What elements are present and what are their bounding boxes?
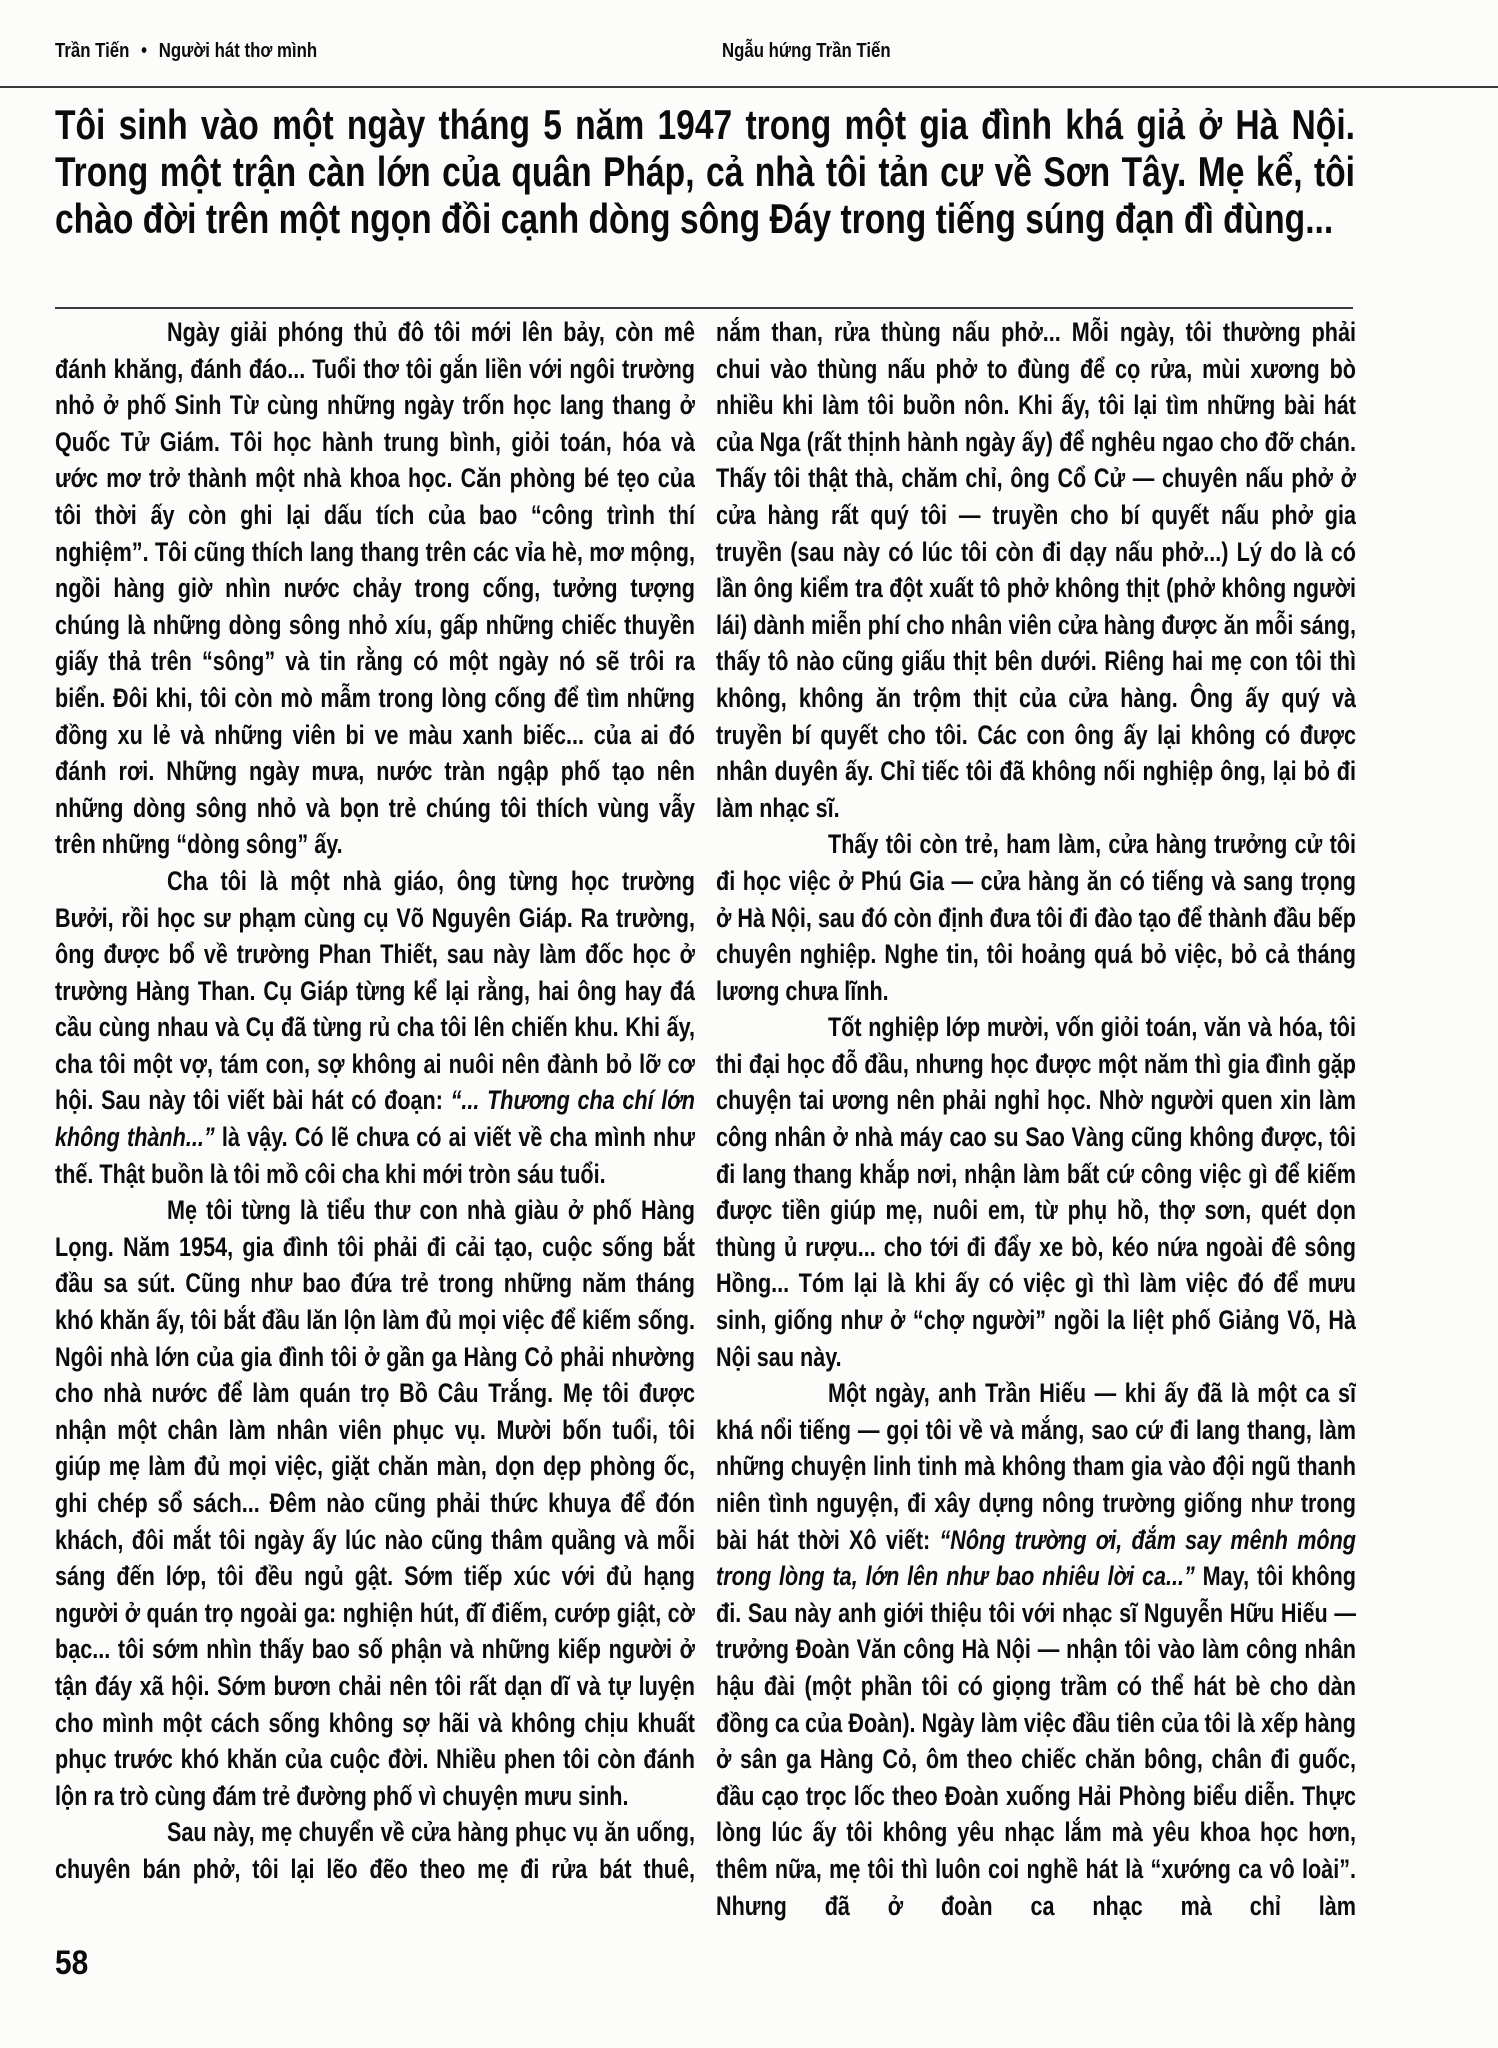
paragraph-text: Mẹ tôi từng là tiểu thư con nhà giàu ở phố Hàng Lọng. Năm 1954, gia đình tôi phải đi cải tạo, cuộc sống bắt đầu sa sút. Cũng như bao đứa trẻ trong những năm tháng khó khăn ấy, tôi bắt đầu lăn lộn làm đủ mọi việc để kiếm sống. Ngôi nhà lớn của gia đình tôi ở gần ga Hàng Cỏ phải nhường cho nhà nước để làm quán trọ Bồ Câu Trắng. Mẹ tôi được nhận một chân làm nhân viên phục vụ. Mười bốn tuổi, tôi giúp mẹ làm đủ mọi việc, giặt chăn màn, dọn dẹp phòng ốc, ghi chép sổ sách... Đêm nào cũng phải thức khuya để đón khách, đôi mắt tôi ngày ấy lúc nào cũng thâm quầng và mỗi sáng đến lớp, tôi đều ngủ gật. Sớm tiếp xúc với đủ hạng người ở quán trọ ngoài ga: nghiện hút, đĩ điếm, cướp giật, cờ bạc... tôi sớm nhìn thấy bao số phận và những kiếp người ở tận đáy xã hội. Sớm bươn chải nên tôi rất dạn dĩ và tự luyện cho mình một cách sống không sợ hãi và không chịu khuất phục trước khó khăn của cuộc đời. Nhiều phen tôi còn đánh lộn ra trò cùng đám trẻ đường phố vì chuyện mưu sinh. [55,1195,695,1811]
running-head-left [55,40,317,63]
paragraph-text: Cha tôi là một nhà giáo, ông từng học trường Bưởi, rồi học sư phạm cùng cụ Võ Nguyên Giáp. Ra trường, ông được bổ về trường Phan Thiết, sau này làm đốc học ở trường Hàng Than. Cụ Giáp từng kể lại rằng, hai ông hay đá cầu cùng nhau và Cụ đã từng rủ cha tôi lên chiến khu. Khi ấy, cha tôi một vợ, tám con, sợ không ai nuôi nên đành bỏ lỡ cơ hội. Sau này tôi viết bài hát có đoạn: [55,865,695,1116]
paragraph [55,1192,695,1814]
paragraph-text: Tốt nghiệp lớp mười, vốn giỏi toán, văn và hóa, tôi thi đại học đỗ đầu, nhưng học được một năm thì gia đình gặp chuyện tai ương nên phải nghỉ học. Nhờ người quen xin làm công nhân ở nhà máy cao su Sao Vàng cũng không được, tôi đi lang thang khắp nơi, nhận làm bất cứ công việc gì để kiếm được tiền giúp mẹ, nuôi em, từ phụ hồ, thợ sơn, quét dọn thùng ủ rượu... cho tới đi đẩy xe bò, kéo nứa ngoài đê sông Hồng... Tóm lại là khi ấy có việc gì thì làm việc đó để mưu sinh, giống như ở “chợ người” ngồi la liệt phố Giảng Võ, Hà Nội sau này. [716,1012,1356,1372]
left-column [55,314,695,1974]
deck-rule [55,307,1353,309]
lede-paragraph: Tôi sinh vào một ngày tháng 5 năm 1947 trong một gia đình khá giả ở Hà Nội. Trong một trận càn lớn của quân Pháp, cả nhà tôi tản cư về Sơn Tây. Mẹ kể, tôi chào đời trên một ngọn đồi cạnh dòng sông Đáy trong tiếng súng đạn đì đùng... [55,101,1355,242]
paragraph-text: Một ngày, anh Trần Hiếu — khi ấy đã là một ca sĩ khá nổi tiếng — gọi tôi về và mắng, sao cứ đi lang thang, làm những chuyện linh tinh mà không tham gia vào đội ngũ thanh niên tình nguyện, đi xây dựng nông trường giống như trong bài hát thời Xô viết: [716,1378,1356,1555]
paragraph [55,863,695,1192]
song-lyric-quote: “Nông trường ơi, đắm say mênh mông trong lòng ta, lớn lên như bao nhiêu lời ca...” [716,1524,1356,1592]
paragraph [716,1009,1356,1375]
paragraph-text: nắm than, rửa thùng nấu phở... Mỗi ngày, tôi thường phải chui vào thùng nấu phở to đùng để cọ rửa, mùi xương bò nhiều khi làm tôi buồn nôn. Khi ấy, tôi lại tìm những bài hát của Nga (rất thịnh hành ngày ấy) để nghêu ngao cho đỡ chán. Thấy tôi thật thà, chăm chỉ, ông Cổ Cử — chuyên nấu phở ở cửa hàng rất quý tôi — truyền cho bí quyết nấu phở gia truyền (sau này có lúc tôi còn đi dạy nấu phở...) Lý do là có lần ông kiểm tra đột xuất tô phở không thịt (phở không người lái) dành miễn phí cho nhân viên cửa hàng được ăn mỗi sáng, thấy tô nào cũng giấu thịt bên dưới. Riêng hai mẹ con tôi thì không, không ăn trộm thịt của cửa hàng. Ông ấy quý và truyền bí quyết cho tôi. Các con ông ấy lại không có được nhân duyên ấy. Chỉ tiếc tôi đã không nối nghiệp ông, lại bỏ đi làm nhạc sĩ. [716,317,1356,823]
paragraph [55,1814,695,1887]
paragraph-text: là vậy. Có lẽ chưa có ai viết về cha mình như thế. Thật buồn là tôi mồ côi cha khi mới tròn sáu tuổi. [55,1122,695,1189]
separator-dot: • [141,40,148,62]
author-name: Trần Tiến [55,40,130,62]
book-title: Người hát thơ mình [158,40,318,62]
paragraph [716,826,1356,1009]
page-number: 58 [55,1944,89,1982]
paragraph [716,314,1356,826]
chapter-title: Ngẫu hứng Trần Tiến [722,40,891,62]
paragraph-text: Thấy tôi còn trẻ, ham làm, cửa hàng trưởng cử tôi đi học việc ở Phú Gia — cửa hàng ăn có tiếng và sang trọng ở Hà Nội, sau đó còn định đưa tôi đi đào tạo để thành đầu bếp chuyên nghiệp. Nghe tin, tôi hoảng quá bỏ việc, bỏ cả tháng lương chưa lĩnh. [716,829,1356,1006]
header-rule [0,86,1498,88]
paragraph [716,1375,1356,1924]
paragraph-text: Ngày giải phóng thủ đô tôi mới lên bảy, còn mê đánh khăng, đánh đáo... Tuổi thơ tôi gắn liền với ngôi trường nhỏ ở phố Sinh Từ cùng những ngày trốn học lang thang ở Quốc Tử Giám. Tôi học hành trung bình, giỏi toán, hóa và ước mơ trở thành một nhà khoa học. Căn phòng bé tẹo của tôi thời ấy còn ghi lại dấu tích của bao “công trình thí nghiệm”. Tôi cũng thích lang thang trên các vỉa hè, mơ mộng, ngồi hàng giờ nhìn nước chảy trong cống, tưởng tượng chúng là những dòng sông nhỏ xíu, gấp những chiếc thuyền giấy thả trên “sông” và tin rằng có một ngày nó sẽ trôi ra biển. Đôi khi, tôi còn mò mẫm trong lòng cống để tìm những đồng xu lẻ và những viên bi ve màu xanh biếc... của ai đó đánh rơi. Những ngày mưa, nước tràn ngập phố tạo nên những dòng sông nhỏ và bọn trẻ chúng tôi thích vùng vẫy trên những “dòng sông” ấy. [55,317,695,860]
paragraph-text: Sau này, mẹ chuyển về cửa hàng phục vụ ăn uống, chuyên bán phở, tôi lại lẽo đẽo theo mẹ đi rửa bát thuê, [55,1817,695,1884]
paragraph [55,314,695,863]
right-column [716,314,1356,1974]
song-lyric-quote: “... Thương cha chí lớn không thành...” [55,1085,695,1153]
paragraph-text: May, tôi không đi. Sau này anh giới thiệu tôi với nhạc sĩ Nguyễn Hữu Hiếu — trưởng Đoàn Văn công Hà Nội — nhận tôi vào làm công nhân hậu đài (một phần tôi có giọng trầm có thể hát bè cho dàn đồng ca của Đoàn). Ngày làm việc đầu tiên của tôi là xếp hàng ở sân ga Hàng Cỏ, ôm theo chiếc chăn bông, chân đi guốc, đầu cạo trọc lốc theo Đoàn xuống Hải Phòng biểu diễn. Thực lòng lúc ấy tôi không yêu nhạc lắm mà yêu khoa học hơn, thêm nữa, mẹ tôi thì luôn coi nghề hát là “xướng ca vô loài”. Nhưng đã ở đoàn ca nhạc mà chỉ làm [716,1561,1356,1921]
